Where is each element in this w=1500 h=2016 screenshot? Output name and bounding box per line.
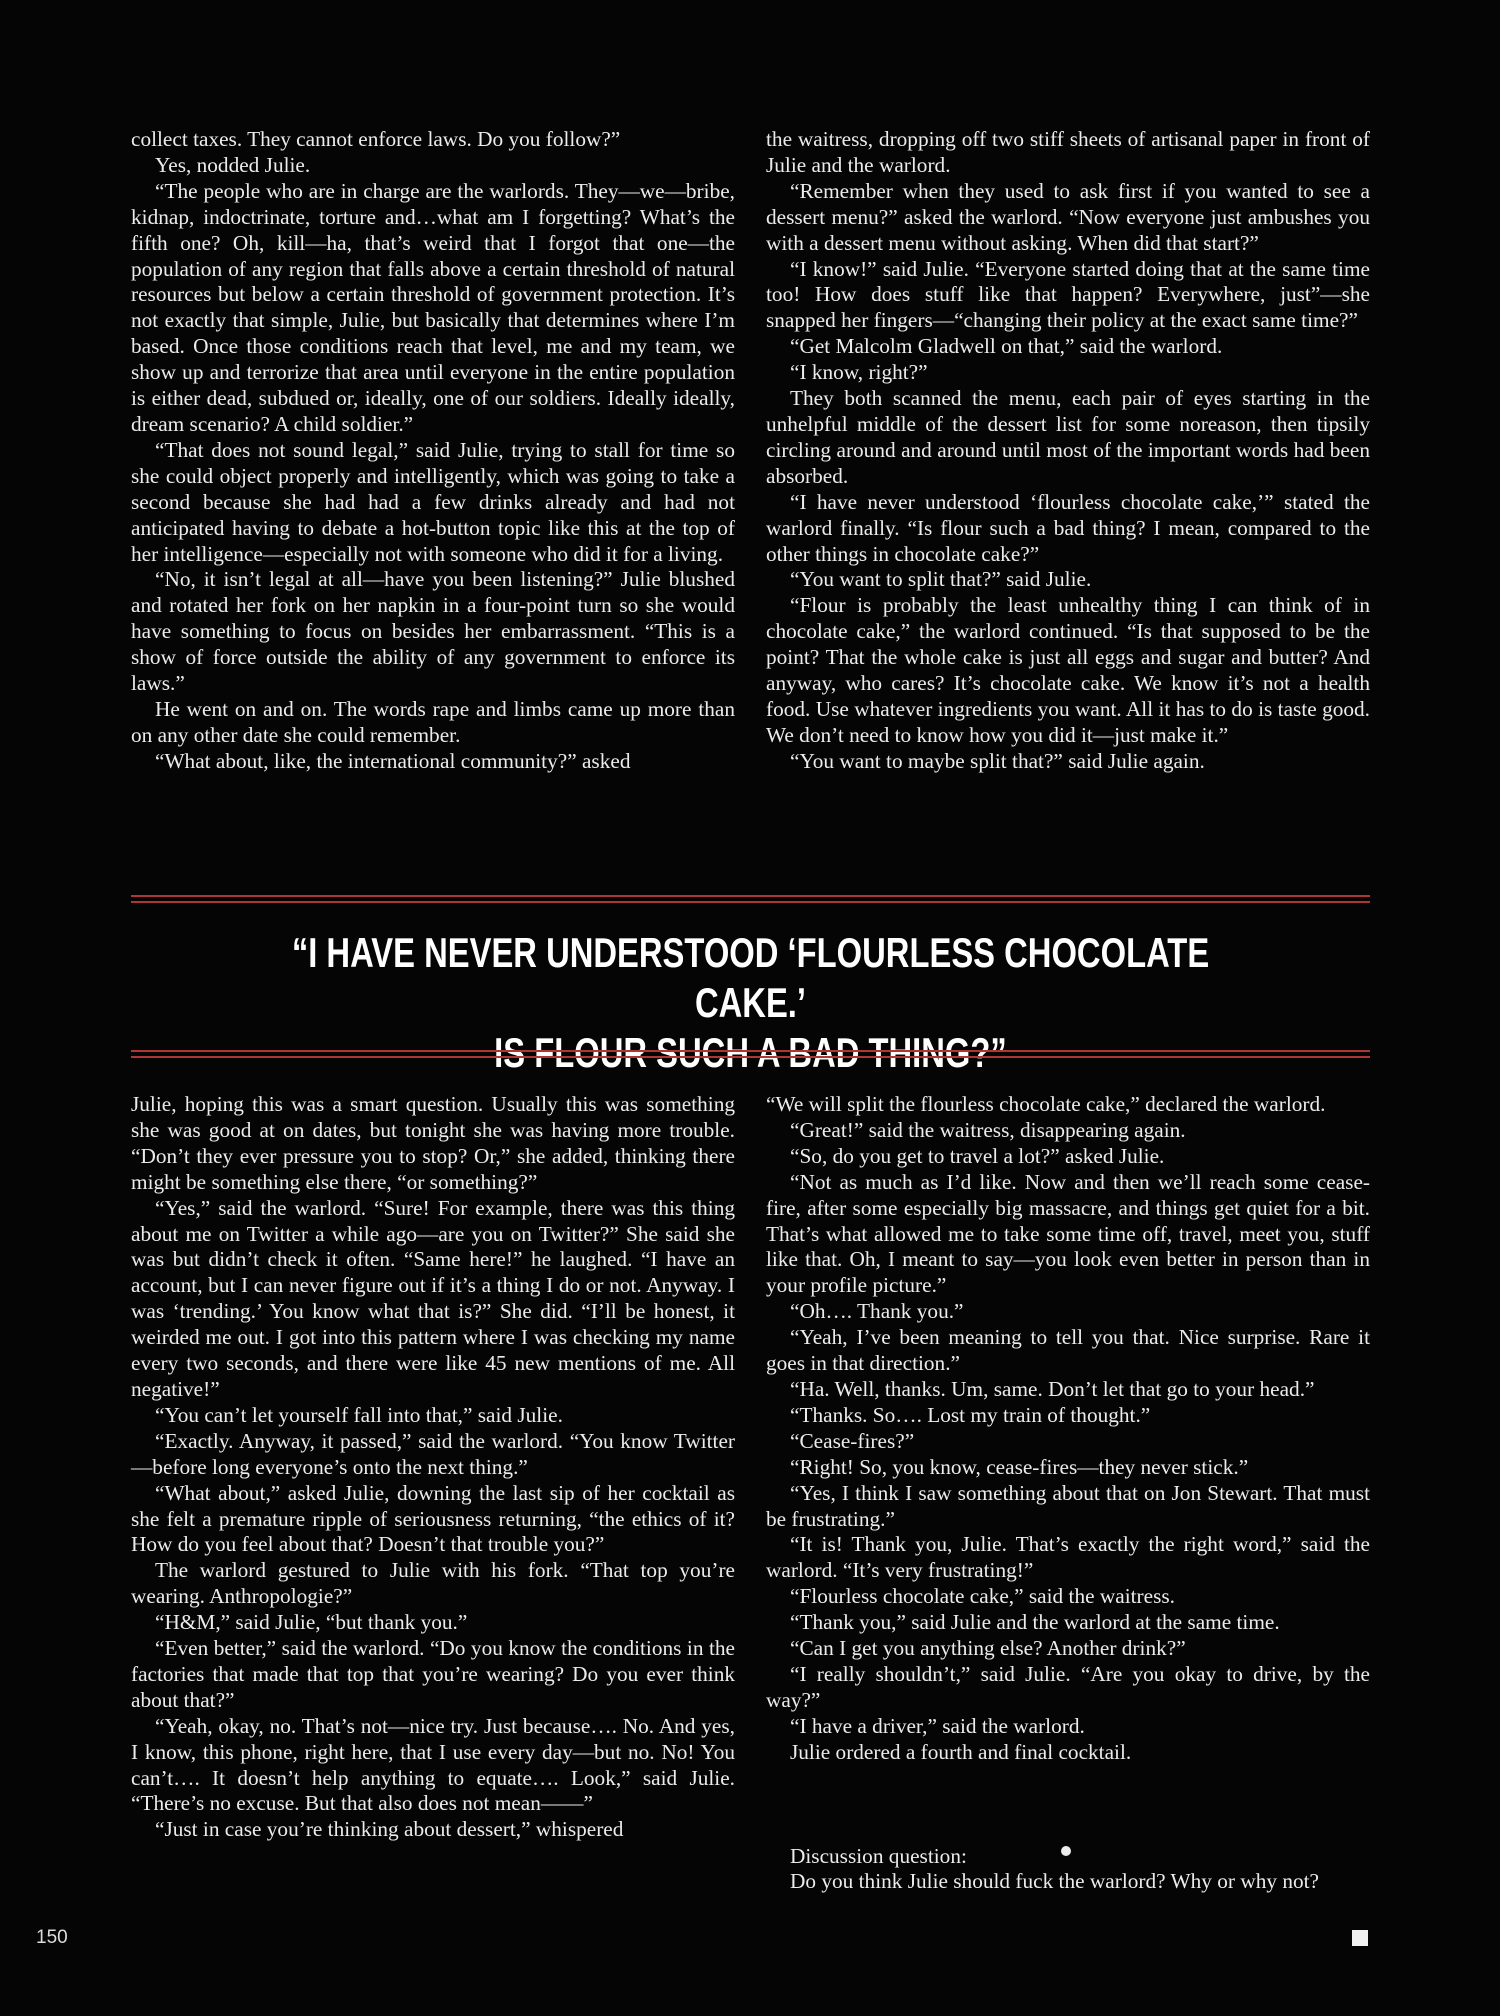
paragraph: “We will split the flourless chocolate cake,” declared the warlord. [766, 1092, 1326, 1116]
paragraph: “Get Malcolm Gladwell on that,” said the warlord. [790, 334, 1223, 359]
paragraph: He went on and on. The words rape and limbs came up more than on any other date she could remember. [131, 696, 735, 747]
paragraph: “Exactly. Anyway, it passed,” said the warlord. “You know Twitter—before long everyone’s onto the next thing.” [131, 1428, 735, 1479]
paragraph: They both scanned the menu, each pair of eyes starting in the unhelpful middle of the dessert list for some noreason, then tipsily circling around and around until most of the important words had been absorbed. [766, 386, 1370, 488]
paragraph: Julie ordered a fourth and final cocktail. [790, 1739, 1132, 1764]
paragraph: Julie, hoping this was a smart question. Usually this was something she was good at on dates, but tonight she was having more trouble. “Don’t they ever pressure you to stop? Or,” she added, thinking there might be something else there, “or something?” [131, 1092, 735, 1194]
paragraph: “You want to split that?” said Julie. [790, 567, 1092, 592]
text-column-bottom-right [766, 1092, 1370, 1895]
paragraph: “I really shouldn’t,” said Julie. “Are you okay to drive, by the way?” [766, 1661, 1370, 1712]
paragraph: “Flourless chocolate cake,” said the waitress. [790, 1584, 1175, 1609]
paragraph: “Right! So, you know, cease-fires—they never stick.” [790, 1454, 1249, 1479]
paragraph: “Can I get you anything else? Another drink?” [790, 1636, 1186, 1661]
paragraph: “Remember when they used to ask first if you wanted to see a dessert menu?” asked the warlord. “Now everyone just ambushes you with a dessert menu without asking. When did that start?” [766, 178, 1370, 255]
pull-quote-line-2: IS FLOUR SUCH A BAD THING?” [494, 1029, 1007, 1076]
paragraph: “Not as much as I’d like. Now and then we’ll reach some cease-fire, after some especially big massacre, and things get quiet for a bit. That’s what allowed me to take some time off, travel, meet you, stuff like that. Oh, I meant to say—you look even better in person than in your profile picture.” [766, 1169, 1370, 1298]
pull-quote-line-1: “I HAVE NEVER UNDERSTOOD ‘FLOURLESS CHOCOLATE CAKE.’ [291, 929, 1210, 1026]
paragraph: “Thank you,” said Julie and the warlord at the same time. [790, 1610, 1280, 1635]
paragraph: “I have a driver,” said the warlord. [790, 1713, 1085, 1738]
section-break-bullet [1061, 1846, 1071, 1856]
paragraph: “So, do you get to travel a lot?” asked Julie. [790, 1143, 1165, 1168]
paragraph: “Yeah, I’ve been meaning to tell you that. Nice surprise. Rare it goes in that direction.” [766, 1325, 1370, 1376]
text-column-top-right [766, 127, 1370, 775]
text-column-top-left [131, 127, 735, 775]
paragraph: collect taxes. They cannot enforce laws. Do you follow?” [131, 127, 621, 151]
paragraph: “What about, like, the international community?” asked [155, 748, 631, 773]
paragraph: “Great!” said the waitress, disappearing again. [790, 1117, 1186, 1142]
paragraph: “It is! Thank you, Julie. That’s exactly the right word,” said the warlord. “It’s very frustrating!” [766, 1532, 1370, 1583]
section-spacer [766, 1766, 1370, 1844]
paragraph: “I have never understood ‘flourless chocolate cake,’” stated the warlord finally. “Is flour such a bad thing? I mean, compared to the other things in chocolate cake?” [766, 489, 1370, 566]
paragraph: “I know, right?” [790, 360, 928, 385]
paragraph: “That does not sound legal,” said Julie, trying to stall for time so she could object properly and intelligently, which was going to take a second because she had had a few drinks already and had not anticipated having to debate a hot-button topic like this at the top of her intelligence—especially not with someone who did it for a living. [131, 437, 735, 566]
paragraph: “Yes, I think I saw something about that on Jon Stewart. That must be frustrating.” [766, 1480, 1370, 1531]
paragraph: “I know!” said Julie. “Everyone started doing that at the same time too! How does stuff like that happen? Everywhere, just”—she snapped her fingers—“changing their policy at the exact same time?” [766, 256, 1370, 333]
text-column-bottom-left [131, 1092, 735, 1843]
end-of-article-mark [1352, 1930, 1368, 1946]
paragraph: “Just in case you’re thinking about dessert,” whispered [155, 1817, 624, 1842]
paragraph: “You want to maybe split that?” said Julie again. [790, 748, 1205, 773]
pull-quote-bottom-rule [131, 1050, 1370, 1058]
paragraph: “Oh…. Thank you.” [790, 1299, 964, 1324]
paragraph: “Ha. Well, thanks. Um, same. Don’t let that go to your head.” [790, 1376, 1315, 1401]
discussion-label: Discussion question: [790, 1843, 967, 1868]
page-number: 150 [36, 1927, 68, 1948]
paragraph: “You can’t let yourself fall into that,” said Julie. [155, 1402, 563, 1427]
paragraph: The warlord gestured to Julie with his fork. “That top you’re wearing. Anthropologie?” [131, 1558, 735, 1609]
paragraph: “Cease-fires?” [790, 1428, 915, 1453]
paragraph: the waitress, dropping off two stiff sheets of artisanal paper in front of Julie and the warlord. [766, 127, 1370, 177]
paragraph: “Yeah, okay, no. That’s not—nice try. Just because…. No. And yes, I know, this phone, right here, that I use every day—but no. No! You can’t…. It doesn’t help anything to equate…. Look,” said Julie. “There’s no excuse. But that also does not mean——” [131, 1713, 735, 1816]
paragraph: “What about,” asked Julie, downing the last sip of her cocktail as she felt a premature ripple of seriousness returning, “the ethics of it? How do you feel about that? Doesn’t that trouble you?” [131, 1480, 735, 1557]
paragraph: “Yes,” said the warlord. “Sure! For example, there was this thing about me on Twitter a while ago—are you on Twitter?” She said she was but didn’t check it often. “Same here!” he laughed. “I have an account, but I can never figure out if it’s a thing I do or not. Anyway. I was ‘trending.’ You know what that is?” She did. “I’ll be honest, it weirded me out. I got into this pattern where I was checking my name every two seconds, and there were like 45 new mentions of me. All negative!” [131, 1195, 735, 1401]
paragraph: “Flour is probably the least unhealthy thing I can think of in chocolate cake,” the warlord continued. “Is that supposed to be the point? That the whole cake is just all eggs and sugar and butter? And anyway, who cares? It’s chocolate cake. We know it’s not a health food. Use whatever ingredients you want. All it has to do is taste good. We don’t need to know how you did it—just make it.” [766, 593, 1370, 747]
paragraph: “The people who are in charge are the warlords. They—we—bribe, kidnap, indoctrinate, torture and…what am I forgetting? What’s the fifth one? Oh, kill—ha, that’s weird that I forgot that one—the population of any region that falls above a certain threshold of natural resources but below a certain threshold of government protection. It’s not exactly that simple, Julie, but basically that determines where I’m based. Once those conditions reach that level, me and my team, we show up and terrorize that area until everyone in the entire population is either dead, subdued or, ideally, one of our soldiers. Ideally ideally, dream scenario? A child soldier.” [131, 178, 735, 436]
paragraph: “H&M,” said Julie, “but thank you.” [155, 1610, 468, 1635]
discussion-question: Do you think Julie should fuck the warlord? Why or why not? [790, 1869, 1319, 1894]
paragraph: “No, it isn’t legal at all—have you been listening?” Julie blushed and rotated her fork on her napkin in a four-point turn so she would have something to focus on besides her embarrassment. “This is a show of force outside the ability of any government to enforce its laws.” [131, 567, 735, 696]
paragraph: “Even better,” said the warlord. “Do you know the conditions in the factories that made that top that you’re wearing? Do you ever think about that?” [131, 1636, 735, 1712]
paragraph: Yes, nodded Julie. [155, 152, 311, 177]
pull-quote-top-rule [131, 895, 1370, 903]
paragraph: “Thanks. So…. Lost my train of thought.” [790, 1402, 1151, 1427]
